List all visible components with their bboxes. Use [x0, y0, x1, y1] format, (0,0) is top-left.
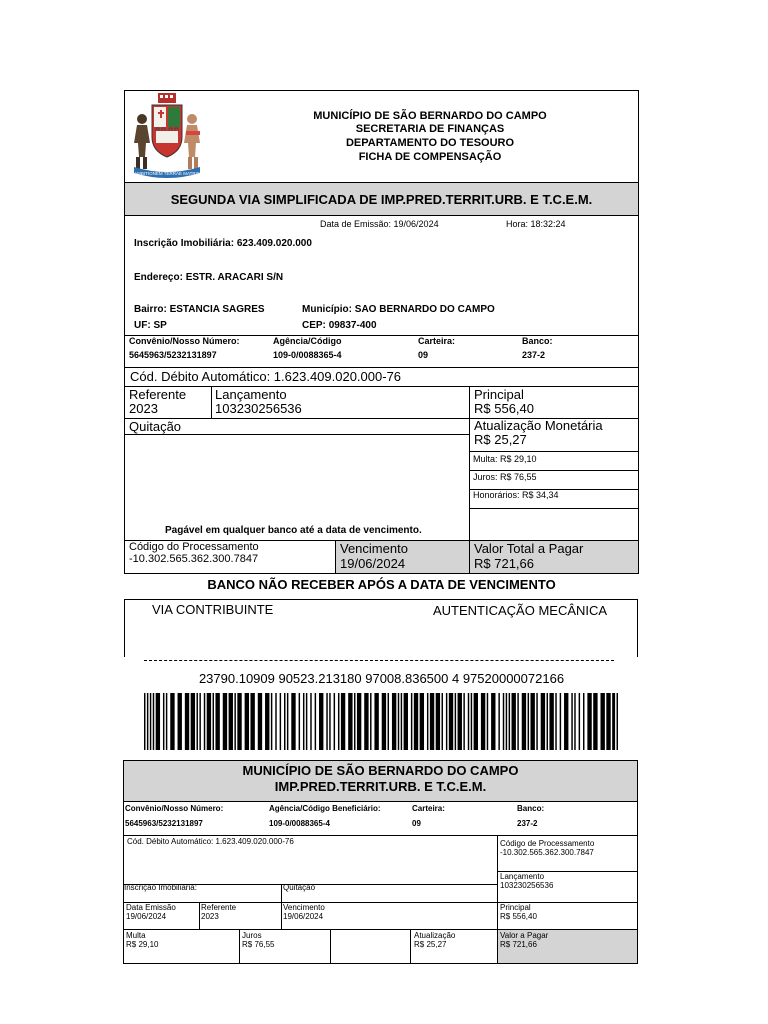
- barcode-bar: [571, 693, 572, 750]
- stub-banco-label: Banco:: [517, 804, 545, 813]
- barcode-bar: [306, 693, 307, 750]
- stub-title-2: IMP.PRED.TERRIT.URB. E T.C.E.M.: [274, 779, 487, 794]
- cep-label: CEP: 09837-400: [302, 320, 377, 331]
- lancamento-value: 103230256536: [215, 401, 302, 416]
- crest-motto: AMBITIONEM TERRAE MATRIS: [134, 171, 200, 176]
- stub-pagar-value: R$ 721,66: [500, 940, 537, 949]
- stub-banco-value: 237-2: [517, 819, 538, 828]
- barcode-bar: [357, 693, 361, 750]
- agencia-value: 109-0/0088365-4: [273, 350, 342, 360]
- barcode-bar: [185, 693, 189, 750]
- barcode-bar: [430, 693, 434, 750]
- barcode-bar: [481, 693, 485, 750]
- total-value: R$ 721,66: [474, 556, 534, 571]
- processamento-value: -10.302.565.362.300.7847: [129, 553, 259, 565]
- barcode-bar: [449, 693, 453, 750]
- stub-emissao-label: Data Emissão: [126, 903, 176, 912]
- barcode-bar: [341, 693, 345, 750]
- barcode-bar: [392, 693, 396, 750]
- barcode-bar: [564, 693, 568, 750]
- stub-quitacao-label: Quitação: [283, 883, 316, 892]
- barcode-bar: [245, 693, 249, 750]
- convenio-value: 5645963/5232131897: [129, 350, 217, 360]
- barcode-bar: [287, 693, 288, 750]
- barcode-bar: [401, 693, 402, 750]
- cep-value: 09837-400: [328, 320, 377, 331]
- municipio-value: SAO BERNARDO DO CAMPO: [354, 304, 495, 315]
- stub-referente-label: Referente: [201, 903, 237, 912]
- juros: Juros: R$ 76,55: [473, 472, 537, 482]
- barcode-bar: [587, 693, 591, 750]
- agencia-label: Agência/Código: [273, 336, 342, 346]
- barcode-bar: [319, 693, 323, 750]
- barcode-bar: [491, 693, 495, 750]
- barcode-bar: [506, 693, 507, 750]
- barcode-bar: [517, 693, 518, 750]
- barcode-bar: [348, 693, 352, 750]
- barcode-bar: [156, 693, 160, 750]
- referente-value: 2023: [129, 401, 158, 416]
- referente-label: Referente: [129, 387, 187, 402]
- banco-value: 237-2: [522, 350, 546, 360]
- barcode-bar: [199, 693, 200, 750]
- multa: Multa: R$ 29,10: [473, 454, 537, 464]
- total-label: Valor Total a Pagar: [474, 541, 584, 556]
- barcode-bar: [522, 693, 526, 750]
- barcode-bar: [583, 693, 584, 750]
- barcode-bar: [326, 693, 327, 750]
- barcode-bar: [374, 693, 378, 750]
- barcode-bar: [427, 693, 428, 750]
- stub-carteira-label: Carteira:: [412, 804, 445, 813]
- ficha-header: FICHA DE COMPENSAÇÃO: [358, 151, 502, 163]
- barcode-bar: [329, 693, 330, 750]
- uf-value: SP: [153, 320, 167, 331]
- barcode-bar: [503, 693, 504, 750]
- uf-label: UF: SP: [134, 320, 167, 331]
- barcode-bar: [354, 693, 355, 750]
- honorarios: Honorários: R$ 34,34: [473, 490, 559, 500]
- barcode-bar: [442, 693, 443, 750]
- stub-referente-value: 2023: [201, 912, 219, 921]
- stub-principal-label: Principal: [500, 903, 531, 912]
- barcode-bar: [458, 693, 462, 750]
- stub-agencia-value: 109-0/0088365-4: [269, 819, 330, 828]
- barcode-bar: [364, 693, 368, 750]
- municipio-header: MUNICÍPIO DE SÃO BERNARDO DO CAMPO: [313, 110, 547, 122]
- endereco-value: ESTR. ARACARI S/N: [185, 272, 284, 283]
- secretaria-header: SECRETARIA DE FINANÇAS: [355, 123, 505, 135]
- barcode-bar: [284, 693, 285, 750]
- barcode-bar: [509, 693, 510, 750]
- barcode-bar: [471, 693, 472, 750]
- barcode-bar: [213, 693, 214, 750]
- stub-carteira-value: 09: [412, 819, 421, 828]
- barcode-bar: [474, 693, 478, 750]
- barcode-bar: [204, 693, 205, 750]
- barcode-bar: [530, 693, 534, 750]
- barcode-bar: [237, 693, 241, 750]
- stub-title-1: MUNICÍPIO DE SÃO BERNARDO DO CAMPO: [242, 763, 519, 778]
- barcode-bar: [547, 693, 548, 750]
- stub-inscricao-label: Inscrição Imobiliária:: [124, 883, 197, 892]
- barcode-bar: [271, 693, 272, 750]
- barcode-bar: [370, 693, 371, 750]
- barcode-bar: [549, 693, 553, 750]
- document-title: SEGUNDA VIA SIMPLIFICADA DE IMP.PRED.TERRIT.URB. E T.C.E.M.: [170, 192, 593, 207]
- atualizacao-label: Atualização Monetária: [474, 418, 603, 433]
- bairro-value: ESTANCIA SAGRES: [169, 304, 265, 315]
- quitacao-label: Quitação: [129, 419, 182, 434]
- convenio-label: Convênio/Nosso Número:: [129, 336, 240, 346]
- barcode-bar: [178, 693, 182, 750]
- barcode-bar: [574, 693, 575, 750]
- stub-processamento-value: -10.302.565.362.300.7847: [500, 848, 594, 857]
- atualizacao-value: R$ 25,27: [474, 432, 527, 447]
- barcode-bar: [147, 693, 148, 750]
- coat-of-arms-icon: [128, 91, 206, 181]
- barcode-bar: [420, 693, 424, 750]
- barcode-bar: [560, 693, 561, 750]
- stub-emissao-value: 19/06/2024: [126, 912, 167, 921]
- barcode-bar: [463, 693, 464, 750]
- principal-label: Principal: [474, 387, 524, 402]
- barcode-bar: [258, 693, 262, 750]
- barcode-bar: [215, 693, 219, 750]
- endereco-label: Endereço: ESTR. ARACARI S/N: [134, 272, 284, 283]
- barcode-bar: [334, 693, 335, 750]
- cut-line: [144, 660, 614, 661]
- barcode-bar: [617, 693, 618, 750]
- barcode-bar: [207, 693, 211, 750]
- barcode: [144, 693, 618, 750]
- carteira-value: 09: [418, 350, 429, 360]
- barcode-bar: [414, 693, 418, 750]
- inscricao-label: Inscrição Imobiliária: 623.409.020.000: [134, 238, 312, 249]
- barcode-bar: [153, 693, 154, 750]
- departamento-header: DEPARTAMENTO DO TESOURO: [345, 137, 515, 149]
- barcode-bar: [310, 693, 311, 750]
- vencimento-value: 19/06/2024: [340, 556, 406, 571]
- pagavel-note: Pagável em qualquer banco até a data de vencimento.: [165, 525, 422, 536]
- stub-agencia-label: Agência/Código Beneficiário:: [269, 804, 381, 813]
- barcode-bar: [593, 693, 597, 750]
- stub-processamento-label: Código de Processamento: [500, 839, 595, 848]
- linha-digitavel: 23790.10909 90523.213180 97008.836500 4 97520000072166: [198, 671, 565, 686]
- barcode-bar: [265, 693, 269, 750]
- emission-date: Data de Emissão: 19/06/2024: [320, 219, 439, 229]
- cod-debito: Cód. Débito Automático: 1.623.409.020.000-76: [130, 369, 402, 384]
- barcode-bar: [163, 693, 164, 750]
- emission-time: Hora: 18:32:24: [506, 219, 566, 229]
- lancamento-label: Lançamento: [215, 387, 287, 402]
- barcode-bar: [338, 693, 339, 750]
- municipio-label: Município: SAO BERNARDO DO CAMPO: [302, 304, 495, 315]
- barcode-bar: [388, 693, 389, 750]
- stub-cod-debito: Cód. Débito Automático: 1.623.409.020.000-76: [127, 837, 294, 846]
- barcode-bar: [144, 693, 145, 750]
- barcode-bar: [398, 693, 399, 750]
- barcode-bar: [579, 693, 580, 750]
- barcode-bar: [512, 693, 516, 750]
- barcode-bar: [234, 693, 235, 750]
- stub-lancamento-label: Lançamento: [500, 872, 545, 881]
- barcode-bar: [498, 693, 499, 750]
- barcode-bar: [150, 693, 151, 750]
- barcode-bar: [191, 693, 195, 750]
- barcode-bar: [468, 693, 469, 750]
- barcode-bar: [487, 693, 488, 750]
- processamento-label: Código do Processamento: [129, 541, 259, 553]
- stub-multa-value: R$ 29,10: [126, 940, 159, 949]
- stub-vencimento-value: 19/06/2024: [283, 912, 324, 921]
- banco-label: Banco:: [522, 336, 553, 346]
- aviso-vencimento: BANCO NÃO RECEBER APÓS A DATA DE VENCIMENTO: [207, 577, 556, 592]
- barcode-bar: [382, 693, 386, 750]
- barcode-bar: [303, 693, 304, 750]
- principal-value: R$ 556,40: [474, 401, 534, 416]
- barcode-bar: [315, 693, 316, 750]
- barcode-bar: [555, 693, 556, 750]
- bairro-label: Bairro: ESTANCIA SAGRES: [134, 304, 265, 315]
- stub-pagar-label: Valor a Pagar: [500, 931, 549, 940]
- stub-juros-value: R$ 76,55: [242, 940, 275, 949]
- barcode-bar: [436, 693, 440, 750]
- stub-convenio-label: Convênio/Nosso Número:: [125, 804, 224, 813]
- barcode-bar: [606, 693, 610, 750]
- stub-principal-value: R$ 556,40: [500, 912, 537, 921]
- stub-multa-label: Multa: [126, 931, 146, 940]
- barcode-bar: [280, 693, 281, 750]
- vencimento-label: Vencimento: [340, 541, 408, 556]
- barcode-bar: [446, 693, 447, 750]
- stub-convenio-value: 5645963/5232131897: [125, 819, 203, 828]
- carteira-label: Carteira:: [418, 336, 456, 346]
- barcode-bar: [612, 693, 615, 750]
- barcode-bar: [250, 693, 254, 750]
- barcode-bar: [536, 693, 537, 750]
- barcode-bar: [223, 693, 227, 750]
- autenticacao-label: AUTENTICAÇÃO MECÂNICA: [433, 603, 608, 618]
- inscricao-value: 623.409.020.000: [236, 238, 312, 249]
- stub-juros-label: Juros: [242, 931, 262, 940]
- via-contribuinte-label: VIA CONTRIBUINTE: [152, 602, 274, 617]
- barcode-bar: [291, 693, 295, 750]
- stub-vencimento-label: Vencimento: [283, 903, 325, 912]
- barcode-bar: [601, 693, 605, 750]
- barcode-bar: [528, 693, 529, 750]
- barcode-bar: [197, 693, 198, 750]
- barcode-bar: [299, 693, 300, 750]
- barcode-bar: [455, 693, 456, 750]
- stub-lancamento-value: 103230256536: [500, 881, 554, 890]
- barcode-bar: [541, 693, 545, 750]
- barcode-bar: [170, 693, 174, 750]
- barcode-bar: [404, 693, 408, 750]
- stub-atualizacao-value: R$ 25,27: [414, 940, 447, 949]
- barcode-bar: [411, 693, 412, 750]
- barcode-bar: [166, 693, 167, 750]
- barcode-bar: [275, 693, 276, 750]
- stub-atualizacao-label: Atualização: [414, 931, 456, 940]
- barcode-bar: [229, 693, 233, 750]
